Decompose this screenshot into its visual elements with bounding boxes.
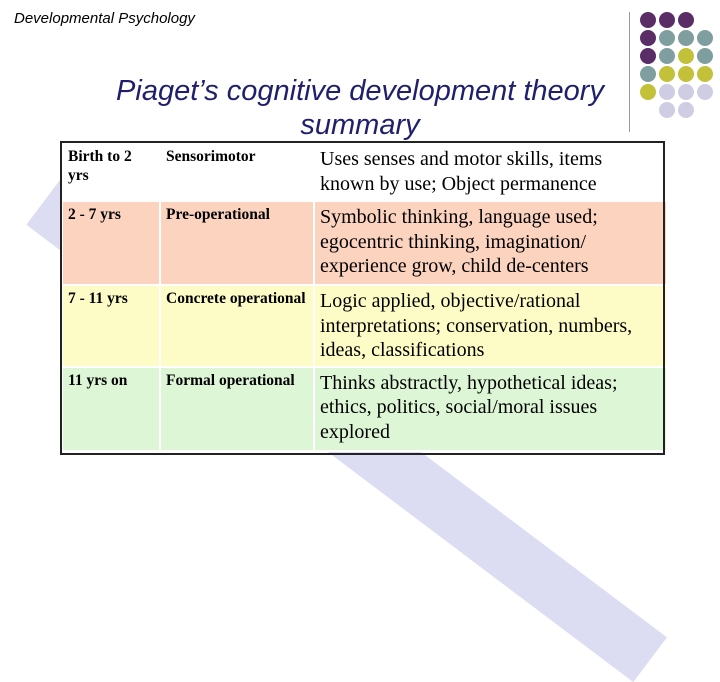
age-cell: 7 - 11 yrs <box>62 285 160 367</box>
dot-olive <box>678 66 694 82</box>
description-cell: Logic applied, objective/rational interpretations; conservation, numbers, ideas, classifications <box>314 285 667 367</box>
dot-purple <box>640 48 656 64</box>
dot-purple <box>640 30 656 46</box>
dot-purple <box>640 12 656 28</box>
stage-cell: Concrete operational <box>160 285 314 367</box>
description-cell: Symbolic thinking, language used; egocentric thinking, imagination/ experience grow, child de-centers <box>314 201 667 285</box>
table-row <box>62 285 667 367</box>
dot-lavender <box>697 84 713 100</box>
header-label: Developmental Psychology <box>14 10 195 27</box>
table-row <box>62 143 667 201</box>
table-row <box>62 201 667 285</box>
dot-lavender <box>659 84 675 100</box>
dot-lavender <box>678 102 694 118</box>
stage-cell: Formal operational <box>160 367 314 451</box>
stage-cell: Sensorimotor <box>160 143 314 201</box>
dot-purple <box>678 12 694 28</box>
dot-olive <box>697 66 713 82</box>
table-row <box>62 367 667 451</box>
dot-lavender <box>659 102 675 118</box>
age-cell: 2 - 7 yrs <box>62 201 160 285</box>
dot-teal <box>697 30 713 46</box>
dot-teal <box>697 48 713 64</box>
dot-olive <box>678 48 694 64</box>
dot-teal <box>659 30 675 46</box>
description-cell: Uses senses and motor skills, items known by use; Object permanence <box>314 143 667 201</box>
description-cell: Thinks abstractly, hypothetical ideas; ethics, politics, social/moral issues explored <box>314 367 667 451</box>
dot-lavender <box>678 84 694 100</box>
age-cell: 11 yrs on <box>62 367 160 451</box>
dot-olive <box>659 66 675 82</box>
dot-teal <box>659 48 675 64</box>
slide-title: Piaget’s cognitive development theory summary <box>116 75 604 141</box>
age-cell: Birth to 2 yrs <box>62 143 160 201</box>
stage-cell: Pre-operational <box>160 201 314 285</box>
stage-summary-table <box>61 142 668 452</box>
dot-teal <box>678 30 694 46</box>
dot-purple <box>659 12 675 28</box>
